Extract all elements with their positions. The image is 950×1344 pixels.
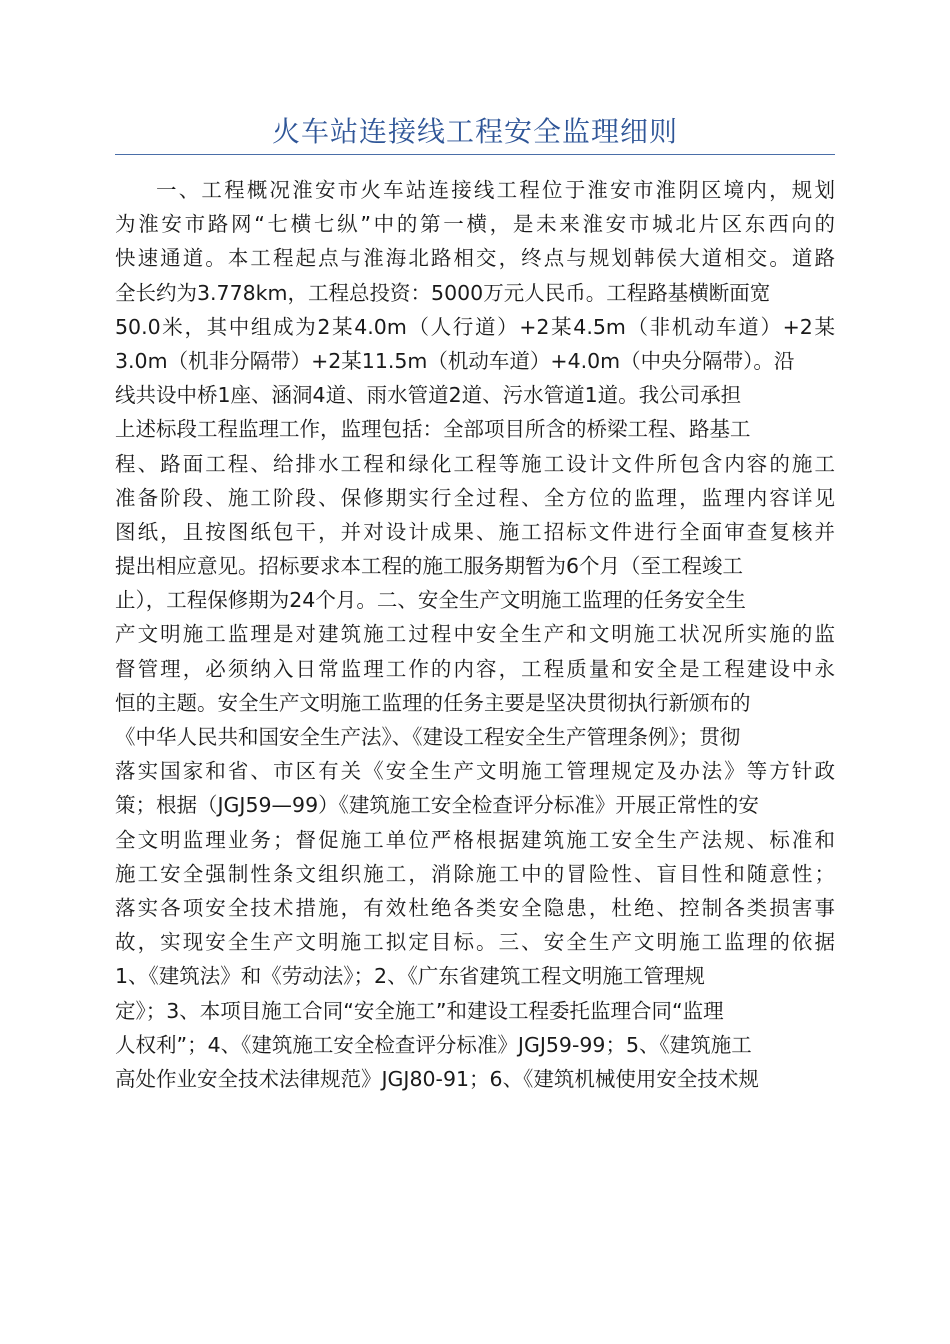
body-line: 定》；3、本项目施工合同“安全施工”和建设工程委托监理合同“监理: [115, 998, 724, 1023]
body-line: 3.0m（机非分隔带）+2某11.5m（机动车道）+4.0m（中央分隔带）。沿: [115, 348, 795, 373]
document-body: [115, 173, 835, 1096]
document-title: 火车站连接线工程安全监理细则: [271, 115, 678, 148]
body-line: 督管理，必须纳入日常监理工作的内容，工程质量和安全是工程建设中永: [115, 656, 835, 681]
body-line: 落实各项安全技术措施，有效杜绝各类安全隐患，杜绝、控制各类损害事: [115, 895, 835, 920]
body-line: 落实国家和省、市区有关《安全生产文明施工管理规定及办法》等方针政: [115, 759, 835, 784]
body-line: 程、路面工程、给排水工程和绿化工程等施工设计文件所包含内容的施工: [115, 451, 835, 476]
body-line: 全文明监理业务；督促施工单位严格根据建筑施工安全生产法规、标准和: [115, 827, 835, 852]
body-line: 恒的主题。安全生产文明施工监理的任务主要是坚决贯彻执行新颁布的: [115, 690, 751, 715]
body-line: 高处作业安全技术法律规范》JGJ80-91；6、《建筑机械使用安全技术规: [115, 1066, 759, 1091]
body-line: 止），工程保修期为24个月。二、安全生产文明施工监理的任务安全生: [115, 588, 746, 613]
body-line: 《中华人民共和国安全生产法》、《建设工程安全生产管理条例》；贯彻: [115, 725, 741, 749]
body-line: 全长约为3.778km，工程总投资：5000万元人民币。工程路基横断面宽: [115, 280, 771, 305]
body-line: 上述标段工程监理工作，监理包括：全部项目所含的桥梁工程、路基工: [115, 417, 751, 442]
body-line: 为淮安市路网“七横七纵”中的第一横，是未来淮安市城北片区东西向的: [115, 212, 835, 237]
body-line: 图纸，且按图纸包干，并对设计成果、施工招标文件进行全面审查复核并: [115, 519, 835, 544]
body-line: 快速通道。本工程起点与淮海北路相交，终点与规划韩侯大道相交。道路: [115, 246, 835, 271]
body-line: 施工安全强制性条文组织施工，消除施工中的冒险性、盲目性和随意性；: [115, 861, 835, 886]
body-line: 一、工程概况淮安市火车站连接线工程位于淮安市淮阴区境内，规划: [156, 178, 835, 202]
body-line: 策；根据（JGJ59—99）《建筑施工安全检查评分标准》开展正常性的安: [115, 793, 759, 818]
body-line: 50.0米，其中组成为2某4.0m（人行道）+2某4.5m（非机动车道）+2某: [115, 314, 835, 339]
body-line: 产文明施工监理是对建筑施工过程中安全生产和文明施工状况所实施的监: [115, 622, 835, 647]
body-line: 提出相应意见。招标要求本工程的施工服务期暂为6个月（至工程竣工: [115, 554, 744, 579]
body-line: 线共设中桥1座、涵洞4道、雨水管道2道、污水管道1道。我公司承担: [115, 383, 742, 408]
title-underline: [115, 154, 835, 155]
body-line: 1、《建筑法》和《劳动法》；2、《广东省建筑工程文明施工管理规: [115, 964, 705, 989]
body-line: 准备阶段、施工阶段、保修期实行全过程、全方位的监理，监理内容详见: [115, 485, 835, 510]
body-line: 故，实现安全生产文明施工拟定目标。三、安全生产文明施工监理的依据: [115, 930, 835, 955]
body-line: 人权利”；4、《建筑施工安全检查评分标准》JGJ59-99；5、《建筑施工: [115, 1032, 752, 1057]
